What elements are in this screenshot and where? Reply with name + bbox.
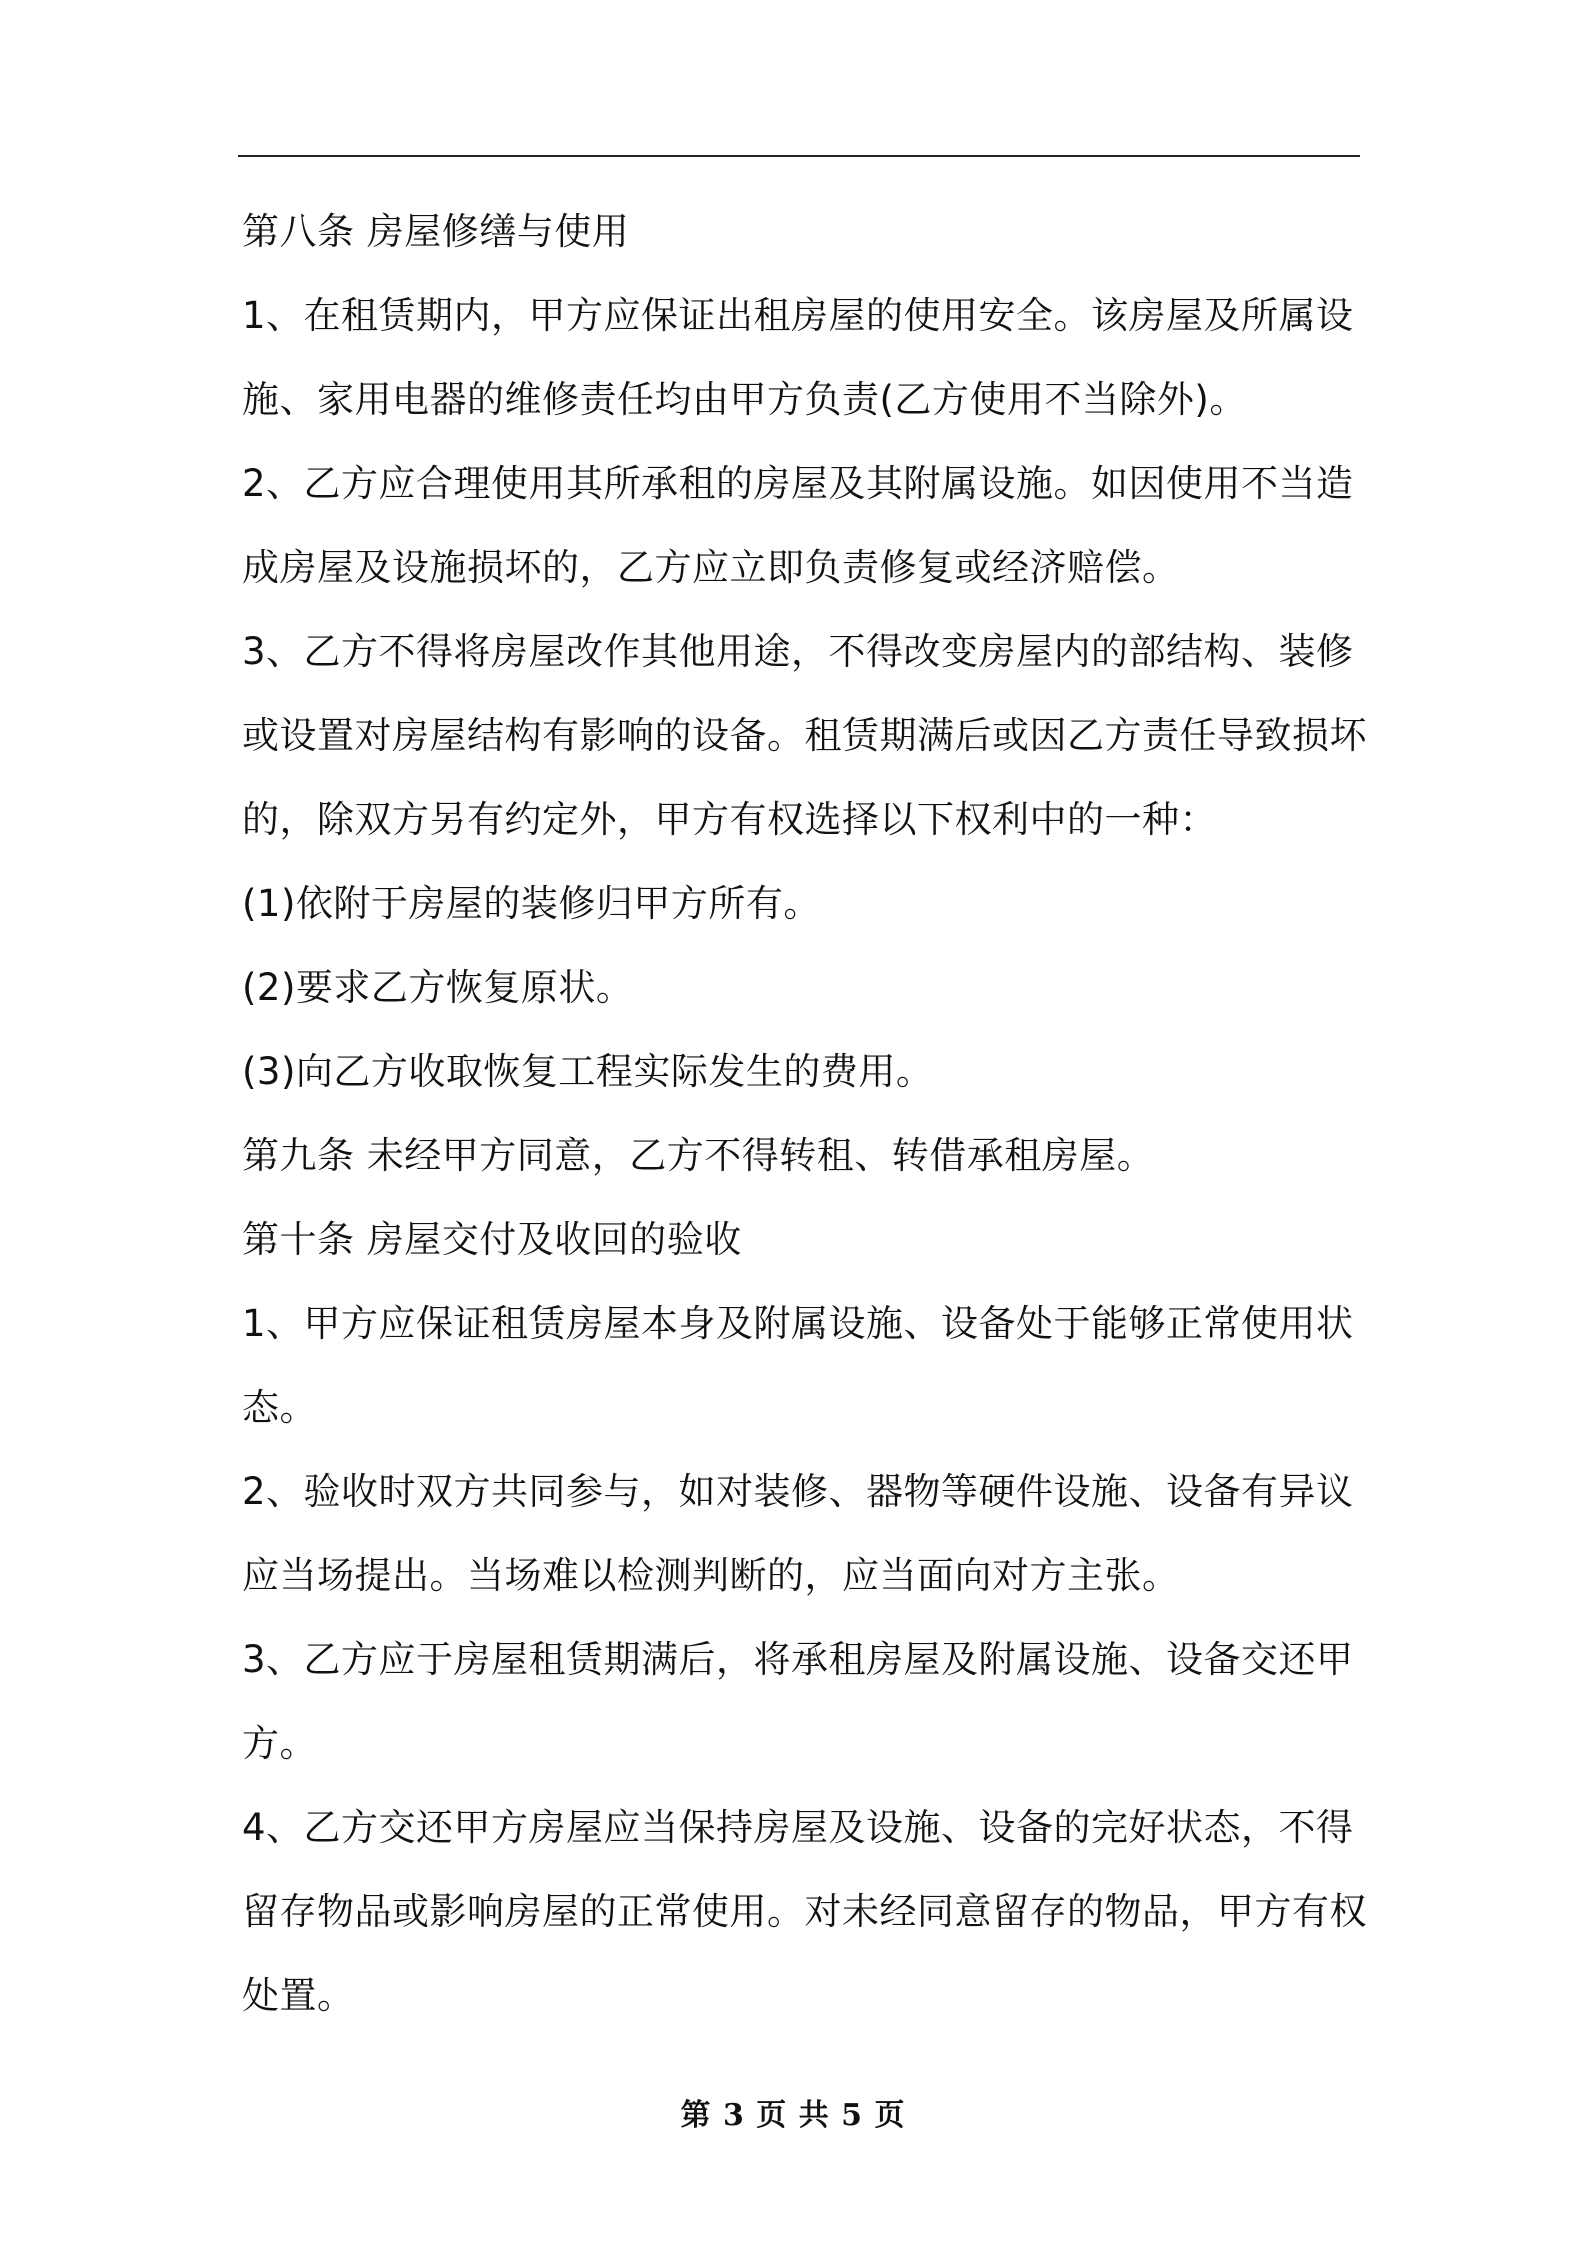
article-9-heading: 第九条 未经甲方同意，乙方不得转租、转借承租房屋。 [242,1134,1155,1177]
header-rule [238,155,1360,157]
text-line: 3、乙方不得将房屋改作其他用途，不得改变房屋内的部结构、装修 [242,630,1354,673]
text-line: 应当场提出。当场难以检测判断的，应当面向对方主张。 [242,1554,1180,1597]
text-line: 成房屋及设施损坏的，乙方应立即负责修复或经济赔偿。 [242,546,1180,589]
text-line: (3)向乙方收取恢复工程实际发生的费用。 [242,1050,934,1093]
text-line: 1、在租赁期内，甲方应保证出租房屋的使用安全。该房屋及所属设 [242,294,1354,337]
text-line: 处置。 [242,1974,355,2017]
text-line: 1、甲方应保证租赁房屋本身及附属设施、设备处于能够正常使用状 [242,1302,1354,1345]
text-line: 态。 [242,1386,317,1429]
text-line: 的，除双方另有约定外，甲方有权选择以下权利中的一种： [242,798,1217,841]
text-line: 2、验收时双方共同参与，如对装修、器物等硬件设施、设备有异议 [242,1470,1354,1513]
text-line: (1)依附于房屋的装修归甲方所有。 [242,882,821,925]
text-line: 2、乙方应合理使用其所承租的房屋及其附属设施。如因使用不当造 [242,462,1354,505]
text-line: 施、家用电器的维修责任均由甲方负责(乙方使用不当除外)。 [242,378,1247,421]
article-10-heading: 第十条 房屋交付及收回的验收 [242,1218,742,1261]
text-line: (2)要求乙方恢复原状。 [242,966,634,1009]
contract-body [242,190,1367,2038]
text-line: 方。 [242,1722,317,1765]
text-line: 4、乙方交还甲方房屋应当保持房屋及设施、设备的完好状态，不得 [242,1806,1354,1849]
text-line: 留存物品或影响房屋的正常使用。对未经同意留存的物品，甲方有权 [242,1890,1367,1933]
page-number: 第 3 页 共 5 页 [680,2098,906,2133]
text-line: 或设置对房屋结构有影响的设备。租赁期满后或因乙方责任导致损坏 [242,714,1367,757]
article-8-heading: 第八条 房屋修缮与使用 [242,210,630,253]
text-line: 3、乙方应于房屋租赁期满后，将承租房屋及附属设施、设备交还甲 [242,1638,1354,1681]
